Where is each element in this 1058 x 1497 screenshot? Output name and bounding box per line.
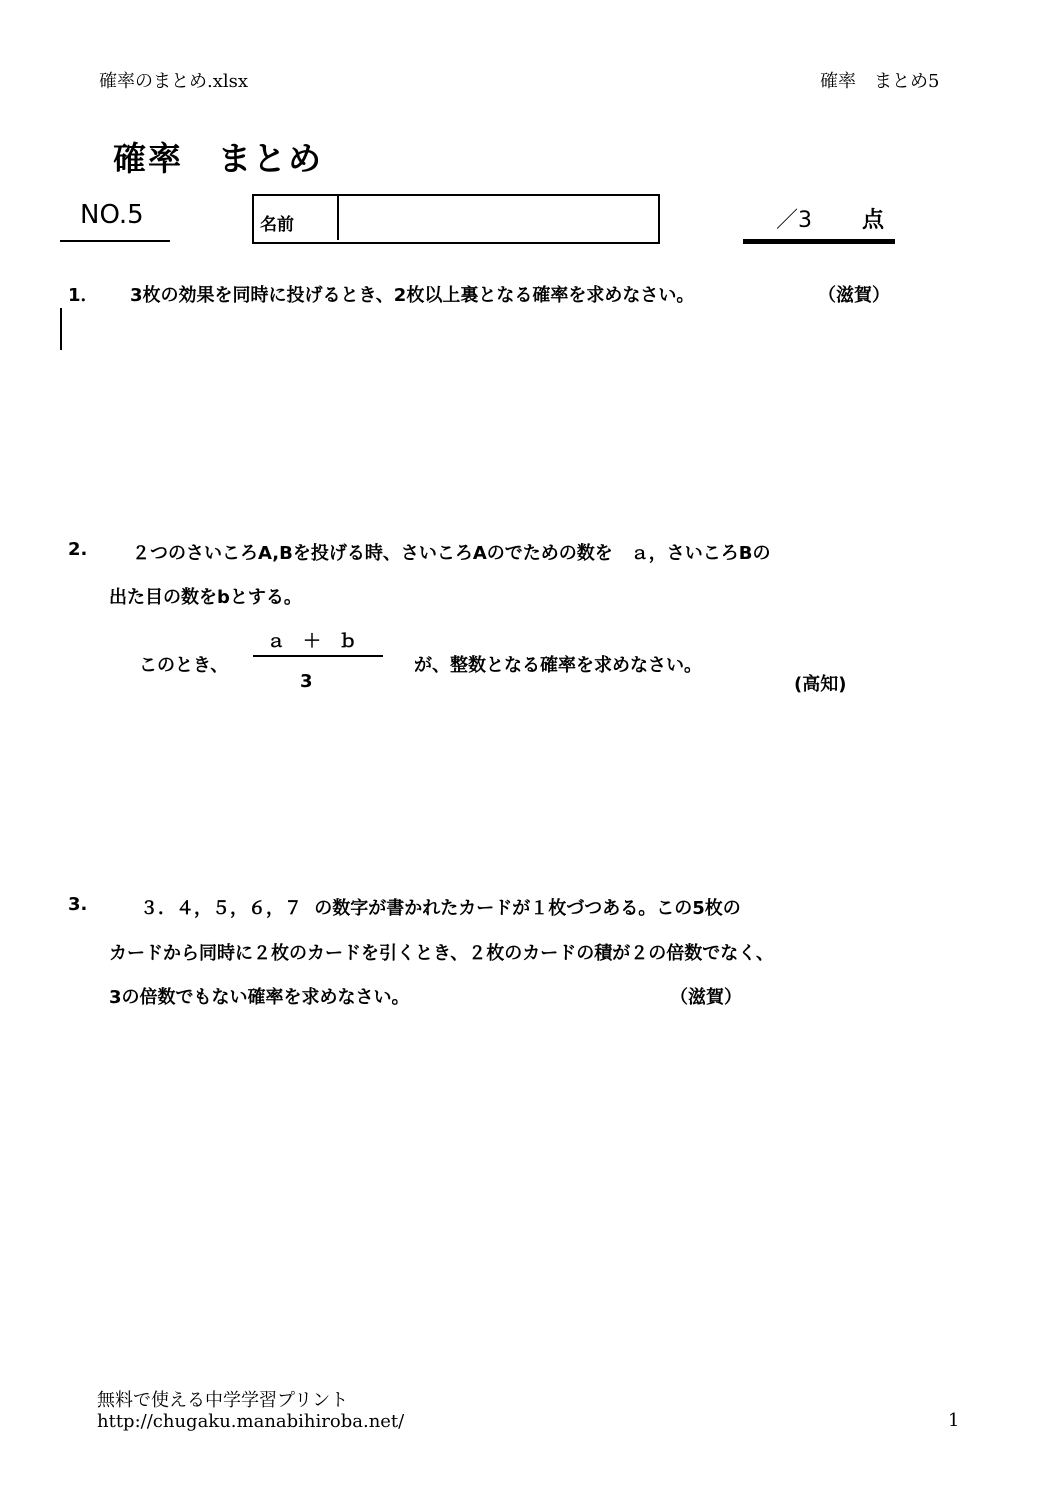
page-title: 確率 まとめ: [113, 139, 323, 178]
q3-line2: カードから同時に２枚のカードを引くとき、２枚のカードの積が２の倍数でなく、: [109, 943, 774, 964]
q3-number: 3.: [68, 894, 88, 915]
fraction-numerator: ａ ＋ ｂ: [267, 631, 357, 652]
sheet-name: 確率 まとめ5: [820, 71, 940, 92]
score-underline: [743, 239, 895, 244]
score-unit: 点: [862, 208, 885, 233]
q3-source: （滋賀）: [670, 987, 742, 1008]
text-cursor: [60, 308, 62, 350]
q1-source: （滋賀）: [818, 285, 890, 306]
fraction-bar: [253, 655, 383, 657]
q3-line1: ３．４，５，６，７ の数字が書かれたカードが１枚づつある。この5枚の: [140, 898, 741, 919]
q2-number: 2.: [68, 539, 88, 560]
worksheet-number: NO.5: [80, 200, 144, 230]
q2-lead: このとき、: [139, 655, 229, 676]
footer-url: http://chugaku.manabihiroba.net/: [97, 1411, 405, 1432]
score-total: ／3: [776, 208, 812, 233]
q3-line3: 3の倍数でもない確率を求めなさい。: [109, 987, 410, 1008]
footer-site-name: 無料で使える中学学習プリント: [97, 1390, 349, 1411]
fraction-denominator: 3: [300, 671, 313, 692]
name-divider: [337, 196, 339, 240]
page-number: 1: [948, 1410, 960, 1431]
name-box: [252, 194, 660, 244]
q1-text: 3枚の効果を同時に投げるとき、2枚以上裏となる確率を求めなさい。: [130, 285, 695, 306]
q2-line2: 出た目の数をbとする。: [109, 587, 302, 608]
worksheet-number-underline: [60, 240, 170, 242]
file-name: 確率のまとめ.xlsx: [99, 71, 249, 92]
q1-number: 1．: [68, 285, 99, 306]
name-label: 名前: [260, 215, 294, 235]
q2-line1: ２つのさいころA,Bを投げる時、さいころAのでための数を ａ，さいころBの: [132, 543, 771, 564]
q2-source: (高知): [794, 674, 847, 695]
q2-tail: が、整数となる確率を求めなさい。: [414, 655, 702, 676]
